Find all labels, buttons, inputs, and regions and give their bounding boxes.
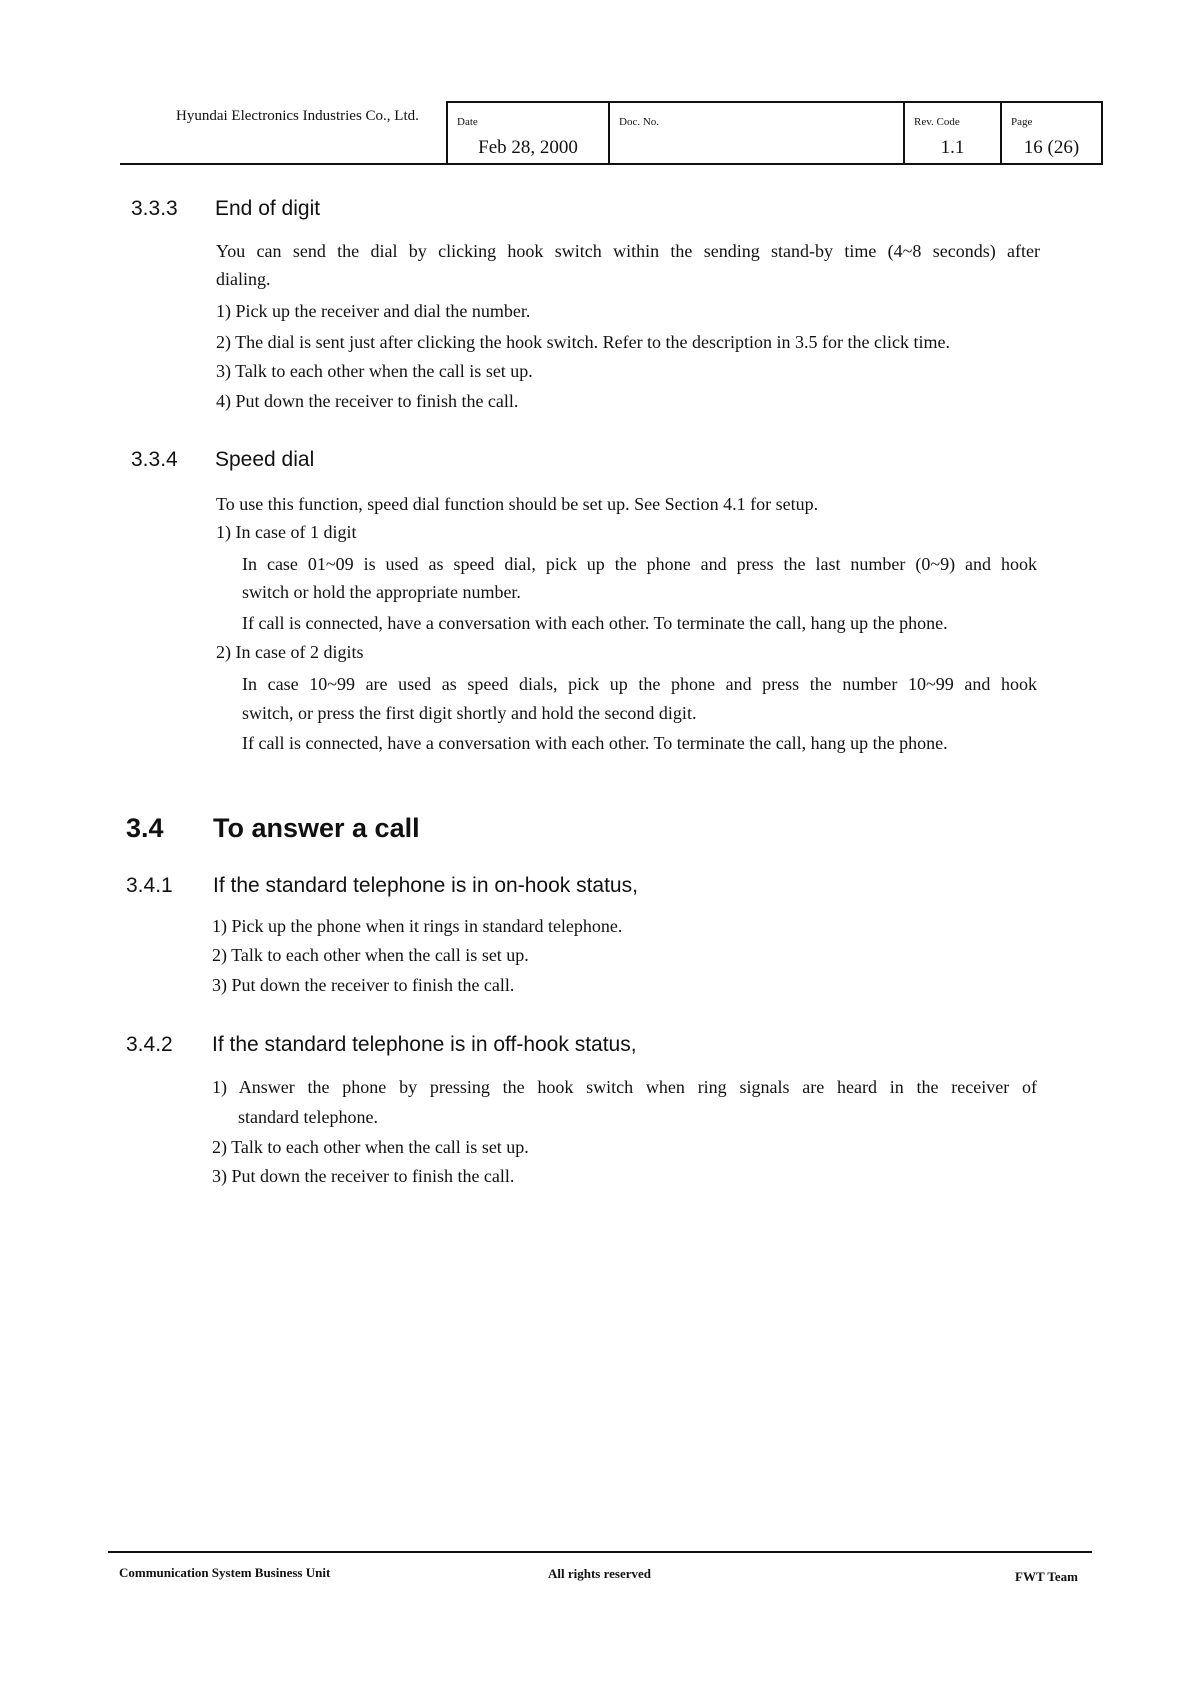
page-value: 16 (26) [1023, 137, 1080, 158]
paragraph-line: In case 01~09 is used as speed dial, pick up the phone and press the last number (0~9) and hook [242, 554, 1037, 574]
rev-code-value: 1.1 [940, 137, 965, 158]
paragraph-line: If call is connected, have a conversation with each other. To terminate the call, hang up the phone. [242, 733, 948, 753]
date-label: Date [457, 116, 478, 128]
section-title-to-answer-a-call: To answer a call [213, 813, 420, 843]
section-title-off-hook: If the standard telephone is in off-hook status, [212, 1033, 637, 1056]
list-item: 2) The dial is sent just after clicking the hook switch. Refer to the description in 3.5 for the click time. [216, 332, 950, 352]
page-label: Page [1011, 116, 1033, 128]
list-item: 2) Talk to each other when the call is set up. [212, 945, 529, 965]
list-item: 3) Put down the receiver to finish the call. [212, 1166, 515, 1186]
list-item: 4) Put down the receiver to finish the call. [216, 391, 519, 411]
footer-business-unit: Communication System Business Unit [119, 1565, 331, 1580]
section-title-on-hook: If the standard telephone is in on-hook status, [213, 874, 638, 897]
section-number-3-4-2: 3.4.2 [126, 1033, 173, 1056]
paragraph-line: switch or hold the appropriate number. [242, 582, 521, 602]
footer-team: FWT Team [1015, 1569, 1078, 1584]
doc-number-field [608, 101, 905, 163]
paragraph-line: dialing. [216, 269, 271, 289]
footer-rule [108, 1551, 1092, 1553]
date-value: Feb 28, 2000 [478, 137, 578, 158]
paragraph-line: You can send the dial by clicking hook switch within the sending stand-by time (4~8 seconds) after [216, 241, 1040, 261]
paragraph-line: If call is connected, have a conversation with each other. To terminate the call, hang up the phone. [242, 613, 948, 633]
section-number-3-4-1: 3.4.1 [126, 874, 173, 897]
footer-rights: All rights reserved [548, 1566, 652, 1581]
section-title-end-of-digit: End of digit [215, 197, 321, 220]
section-number-3-4: 3.4 [126, 813, 164, 843]
section-number-3-3-4: 3.3.4 [131, 448, 178, 471]
list-item: 1) Pick up the receiver and dial the number. [216, 301, 531, 321]
paragraph-line: In case 10~99 are used as speed dials, pick up the phone and press the number 10~99 and hook [242, 674, 1037, 694]
list-item: 2) In case of 2 digits [216, 642, 364, 662]
list-item: 3) Put down the receiver to finish the call. [212, 975, 515, 995]
list-item: 1) Pick up the phone when it rings in standard telephone. [212, 916, 623, 936]
list-item: 1) Answer the phone by pressing the hook switch when ring signals are heard in the receiver of [212, 1077, 1037, 1097]
paragraph-line: standard telephone. [238, 1107, 378, 1127]
list-item: 1) In case of 1 digit [216, 522, 357, 542]
page-field [1000, 101, 1103, 163]
list-item: 3) Talk to each other when the call is set up. [216, 361, 533, 381]
rev-code-field [903, 101, 1002, 163]
paragraph-line: switch, or press the first digit shortly and hold the second digit. [242, 703, 697, 723]
list-item: 2) Talk to each other when the call is set up. [212, 1137, 529, 1157]
paragraph-line: To use this function, speed dial function should be set up. See Section 4.1 for setup. [216, 494, 819, 514]
doc-number-label: Doc. No. [619, 116, 660, 128]
company-name: Hyundai Electronics Industries Co., Ltd. [176, 108, 419, 124]
rev-code-label: Rev. Code [914, 116, 960, 128]
section-title-speed-dial: Speed dial [215, 448, 315, 471]
date-field [446, 101, 610, 163]
section-number-3-3-3: 3.3.3 [131, 197, 178, 220]
header-rule [120, 163, 1103, 165]
